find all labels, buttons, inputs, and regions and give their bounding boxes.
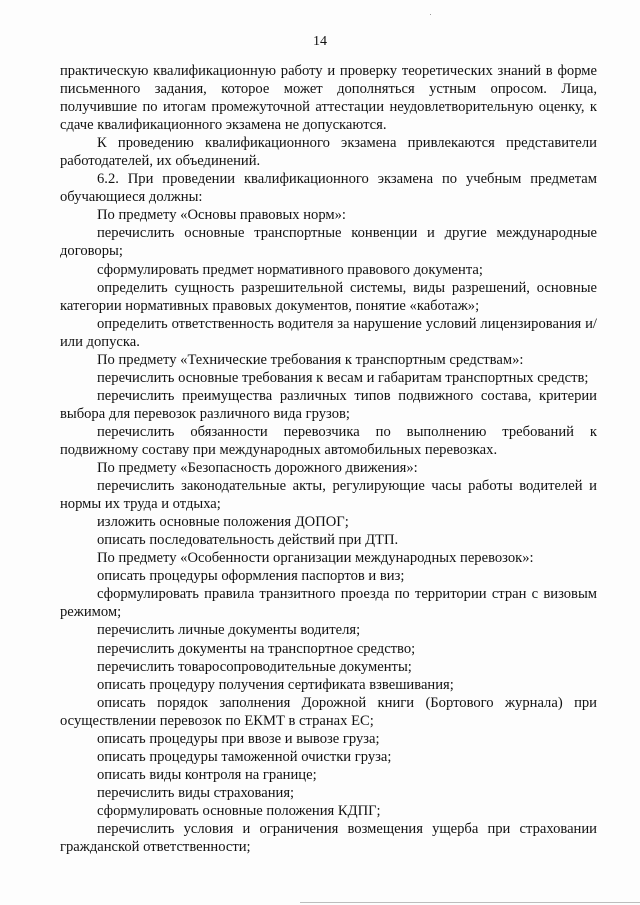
subject-heading: По предмету «Особенности организации международных перевозок»: [97, 550, 534, 567]
list-item: описать последовательность действий при ДТП. [97, 532, 399, 549]
list-item: перечислить обязанности перевозчика по выполнению требований к подвижному составу при международных автомобильных перевозках. [60, 423, 597, 458]
list-item: определить сущность разрешительной системы, виды разрешений, основные категории нормативных правовых документов, понятие «каботаж»; [60, 279, 597, 314]
subject-heading: По предмету «Безопасность дорожного движения»: [97, 460, 418, 477]
list-item: описать процедуру получения сертификата взвешивания; [97, 676, 454, 693]
list-item: перечислить документы на транспортное средство; [97, 640, 416, 657]
page-number: 14 [313, 34, 327, 49]
list-item: описать порядок заполнения Дорожной книги (Бортового журнала) при осуществлении перевозок по ЕКМТ в странах ЕС; [60, 694, 597, 729]
scan-edge-line [300, 902, 640, 903]
paragraph: К проведению квалификационного экзамена привлекаются представители работодателей, их объединений. [60, 135, 597, 170]
list-item: изложить основные положения ДОПОГ; [97, 514, 349, 531]
scan-speck [430, 14, 431, 15]
list-item: перечислить законодательные акты, регулирующие часы работы водителей и нормы их труда и отдыха; [60, 478, 597, 513]
list-item: сформулировать правила транзитного проезда по территории стран с визовым режимом; [60, 586, 597, 621]
paragraph: практическую квалификационную работу и проверку теоретических знаний в форме письменного задания, которое может дополняться устным опросом. Лица, получившие по итогам промежуточной аттестации неудовлетворительную оценку, к сдаче квалификационного экзамена не допускаются. [60, 63, 597, 134]
list-item: описать процедуры таможенной очистки груза; [97, 748, 392, 765]
list-item: определить ответственность водителя за нарушение условий лицензирования и/или допуска. [60, 315, 597, 350]
list-item: сформулировать основные положения КДПГ; [97, 802, 381, 819]
list-item: перечислить условия и ограничения возмещения ущерба при страховании гражданской ответственности; [60, 820, 597, 856]
list-item: перечислить основные транспортные конвенции и другие международные договоры; [60, 225, 597, 260]
list-item: перечислить товаросопроводительные документы; [97, 658, 412, 675]
list-item: перечислить основные требования к весам и габаритам транспортных средств; [97, 369, 589, 386]
subject-heading: По предмету «Основы правовых норм»: [97, 207, 346, 224]
paragraph: 6.2. При проведении квалификационного экзамена по учебным предметам обучающиеся должны: [60, 171, 597, 206]
list-item: сформулировать предмет нормативного правового документа; [97, 261, 483, 278]
list-item: описать процедуры оформления паспортов и виз; [97, 568, 405, 585]
list-item: перечислить преимущества различных типов подвижного состава, критерии выбора для перевозок различного вида грузов; [60, 387, 597, 422]
subject-heading: По предмету «Технические требования к транспортным средствам»: [97, 351, 524, 368]
list-item: описать виды контроля на границе; [97, 766, 317, 783]
list-item: описать процедуры при ввозе и вывозе груза; [97, 730, 380, 747]
list-item: перечислить виды страхования; [97, 784, 295, 801]
list-item: перечислить личные документы водителя; [97, 622, 361, 639]
document-body [60, 62, 597, 856]
